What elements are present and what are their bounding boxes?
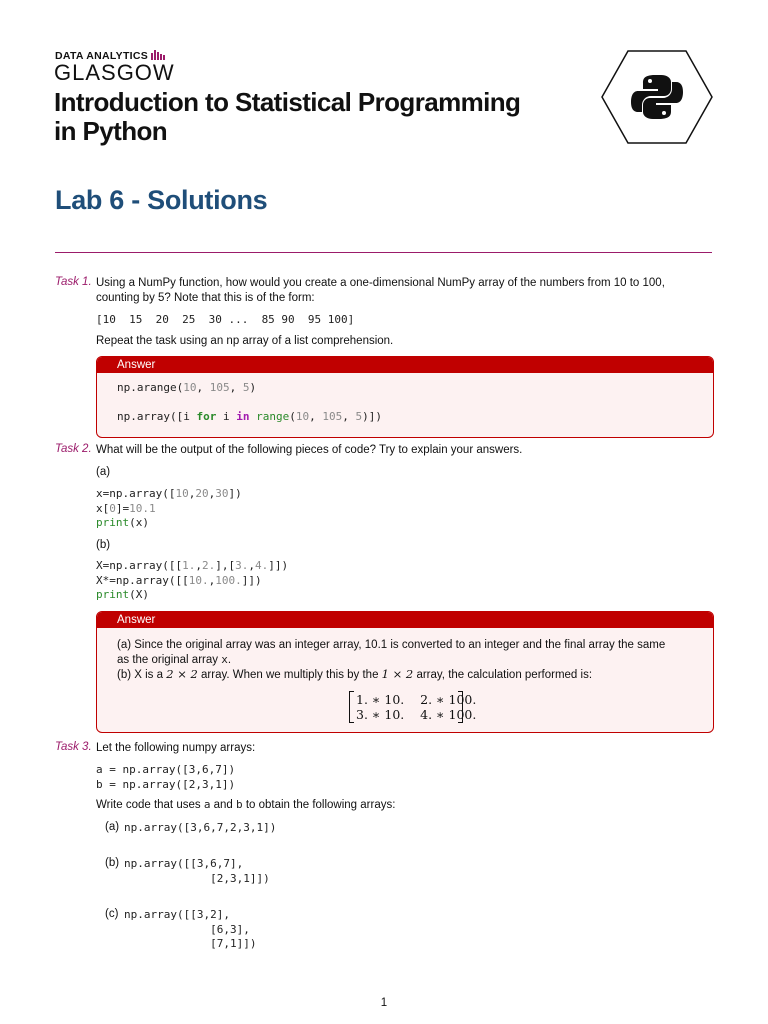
task3-text2: Write code that uses a and b to obtain the following arrays: <box>96 798 396 811</box>
page-title: Introduction to Statistical Programming in Python <box>54 87 521 146</box>
task3-item-c-code: np.array([[3,2], [6,3], [7,1]]) <box>124 908 257 950</box>
task1-answer-code-1: np.arange(10, 105, 5) <box>117 381 257 394</box>
task2-answer-b: (b) X is a 2 × 2 array. When we multiply this by the 1 × 2 array, the calculation performed is: <box>117 667 593 681</box>
task2-code-a: x=np.array([10,20,30]) x[0]=10.1 print(x) <box>96 487 242 529</box>
task2-code-b: X=np.array([[1.,2.],[3.,4.]]) X*=np.array([[10.,100.]]) print(X) <box>96 559 289 601</box>
task1-label: Task 1. <box>55 276 92 288</box>
task2-text: What will be the output of the following pieces of code? Try to explain your answers. <box>96 444 523 456</box>
python-logo-icon <box>600 50 714 144</box>
answer-header: Answer <box>97 357 713 373</box>
logo-small-text: DATA ANALYTICS <box>55 50 165 62</box>
bar-chart-icon <box>151 50 165 60</box>
task3-item-b-code: np.array([[3,6,7], [2,3,1]]) <box>124 857 270 885</box>
task2-part-b: (b) <box>96 539 111 551</box>
task2-part-a: (a) <box>96 466 111 478</box>
task3-text: Let the following numpy arrays: <box>96 742 256 754</box>
matrix-row-2: 3. ∗ 10. 4. ∗ 100. <box>356 707 477 722</box>
task1-answer-box <box>96 356 714 438</box>
divider <box>55 252 712 253</box>
task1-answer-code-2: np.array([i for i in range(10, 105, 5)]) <box>117 410 382 423</box>
task3-item-a-label: (a) <box>105 821 120 833</box>
task3-item-c-label: (c) <box>105 908 119 920</box>
task3-label: Task 3. <box>55 741 92 753</box>
task1-text2: Repeat the task using an np array of a list comprehension. <box>96 335 394 347</box>
calculation-matrix <box>349 691 477 723</box>
logo-glasgow: GLASGOW <box>54 60 175 85</box>
task2-label: Task 2. <box>55 443 92 455</box>
task1-code: [10 15 20 25 30 ... 85 90 95 100] <box>96 313 355 326</box>
task3-item-b-label: (b) <box>105 857 120 869</box>
page-number: 1 <box>380 997 388 1009</box>
matrix-row-1: 1. ∗ 10. 2. ∗ 100. <box>356 692 477 707</box>
task3-item-a-code: np.array([3,6,7,2,3,1]) <box>124 821 277 834</box>
answer-header: Answer <box>97 612 713 628</box>
task2-answer-box <box>96 611 714 733</box>
task1-text: Using a NumPy function, how would you create a one-dimensional NumPy array of the numbers from 10 to 100, counting by 5? Note that this is of the form: <box>96 277 665 304</box>
task2-answer-a: (a) Since the original array was an integer array, 10.1 is converted to an integer and the final array the same as the original array x. <box>117 639 666 666</box>
lab-title: Lab 6 - Solutions <box>55 185 268 215</box>
task3-code: a = np.array([3,6,7]) b = np.array([2,3,1]) <box>96 763 236 791</box>
